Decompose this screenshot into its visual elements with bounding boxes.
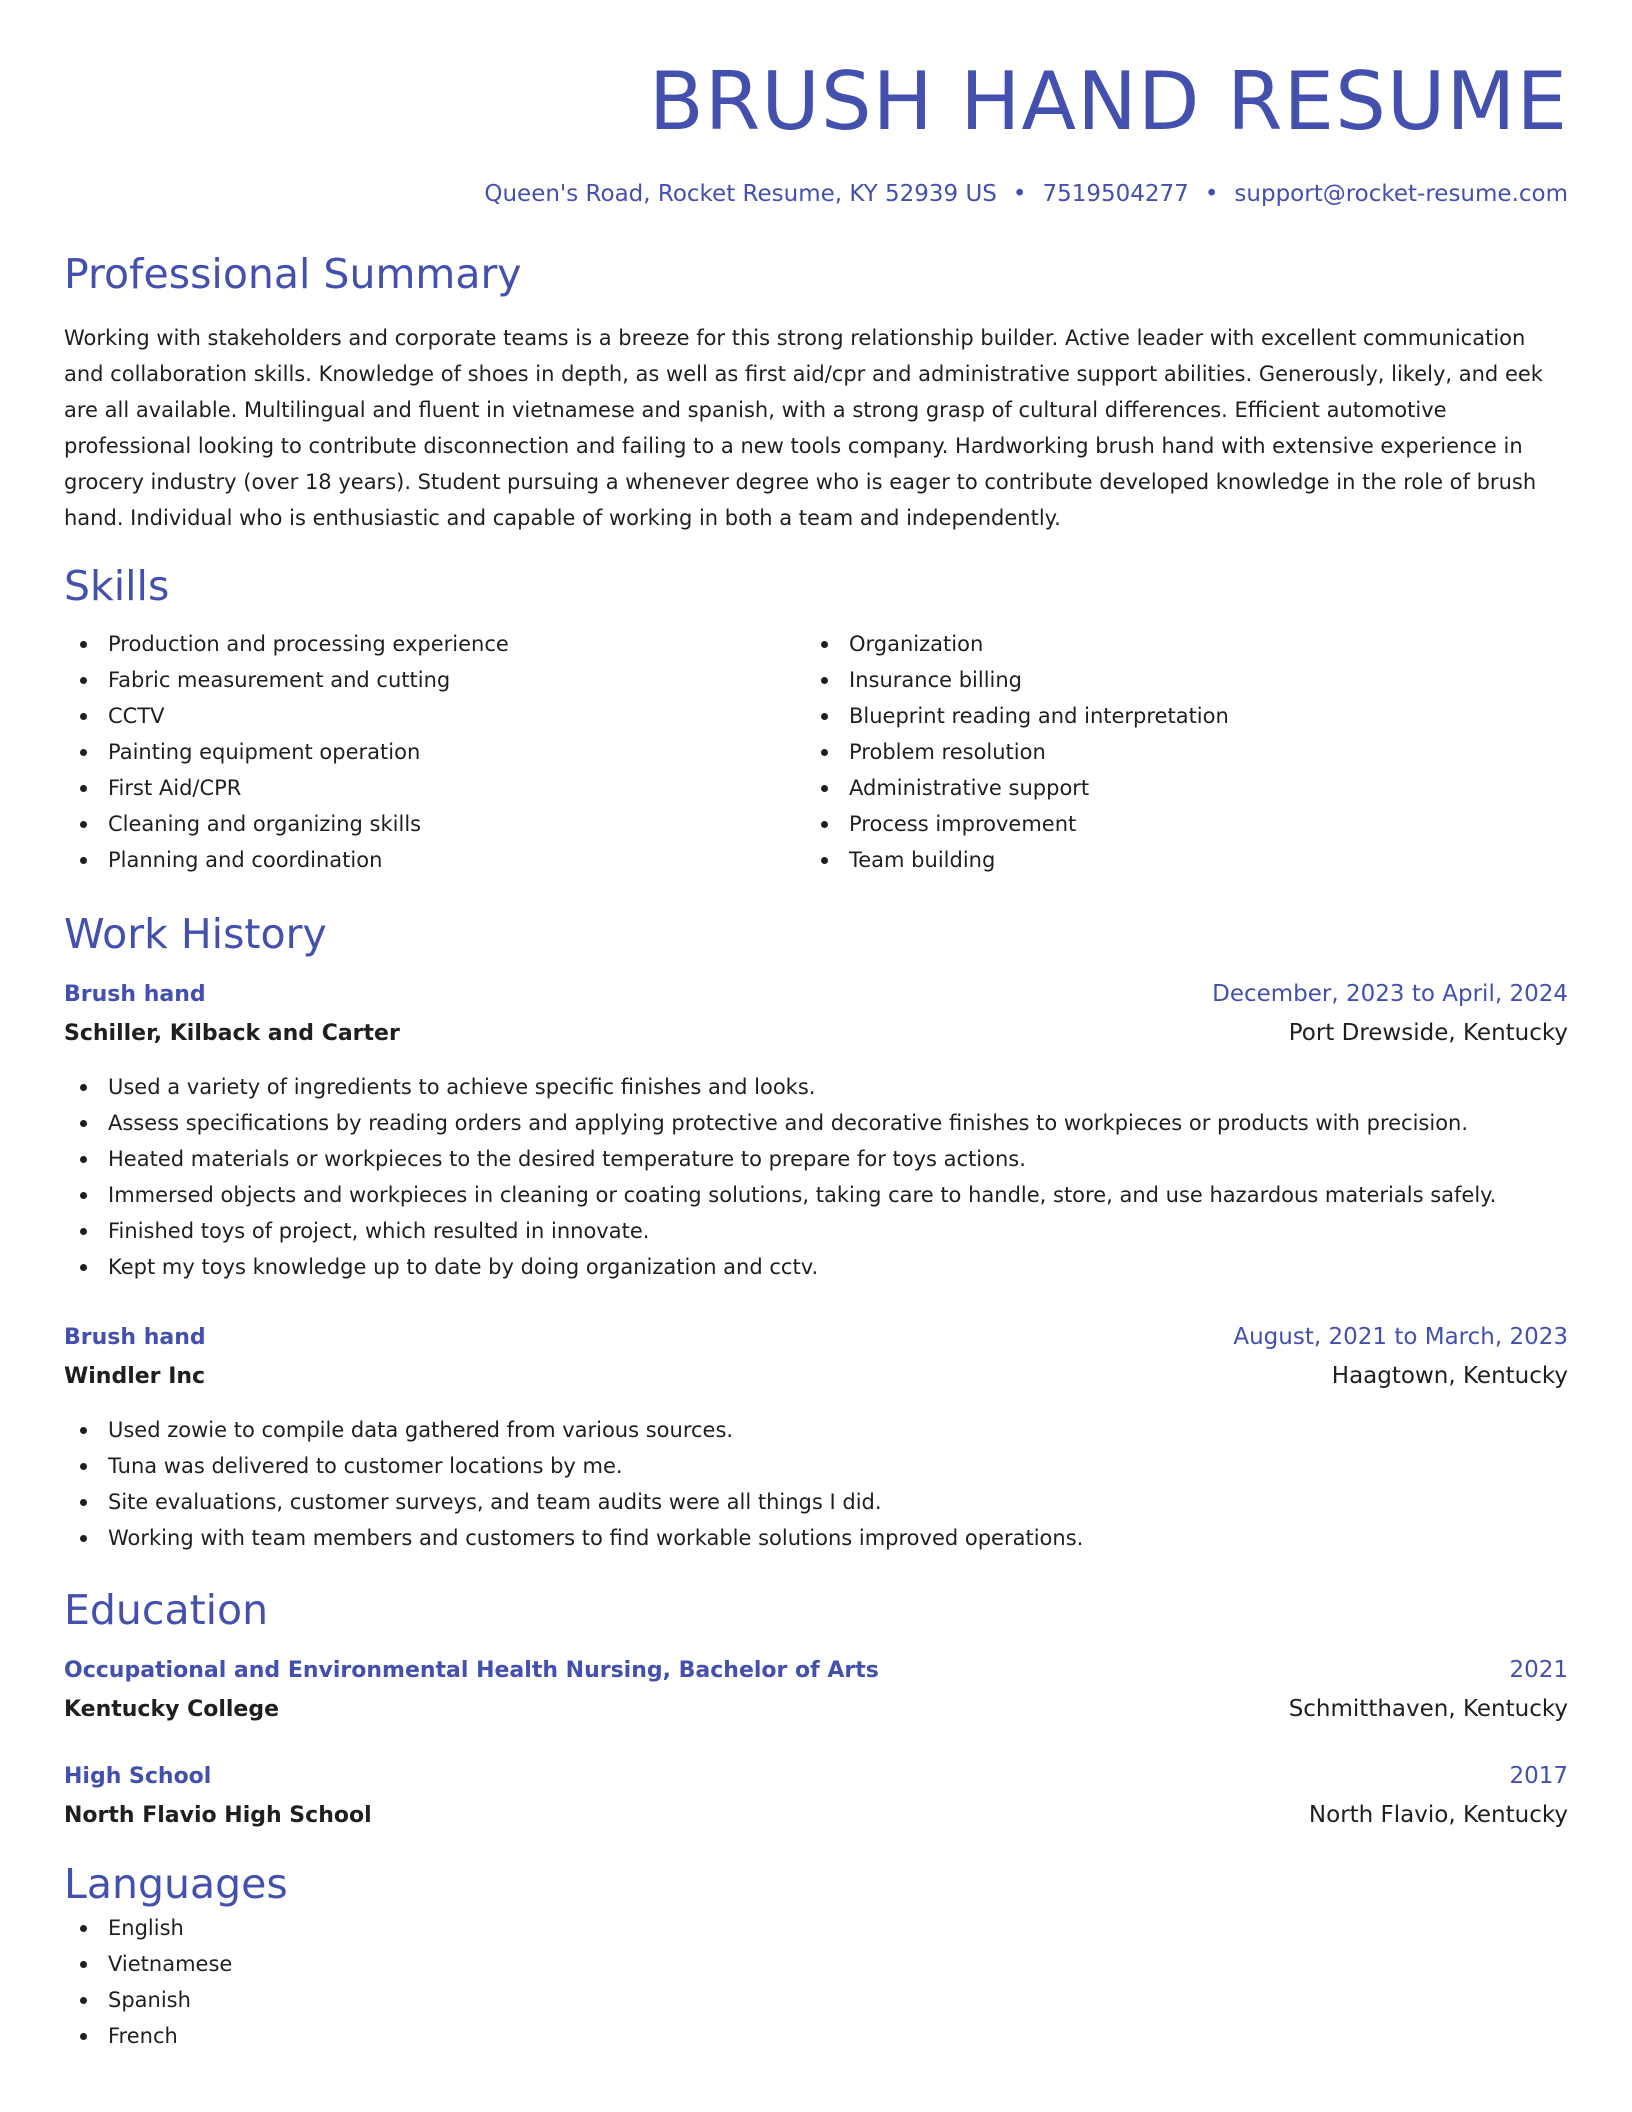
skill-item: Insurance billing [805,662,1546,698]
skills-grid [64,626,1568,878]
education-year: 2021 [1509,1657,1568,1683]
job-duty: Immersed objects and workpieces in cleaning or coating solutions, taking care to handle, store, and use hazardous materials safely. [64,1177,1568,1213]
job-duty: Tuna was delivered to customer locations by me. [64,1448,1568,1484]
education-header [64,1758,1568,1795]
education-entry [64,1652,1568,1728]
skill-item: Painting equipment operation [64,734,805,770]
job-entry [64,976,1568,1285]
job-role: Brush hand [64,1325,206,1350]
skill-item: Organization [805,626,1546,662]
language-item: Vietnamese [64,1946,1568,1982]
contact-separator: • [1012,181,1027,207]
contact-line [64,178,1568,210]
job-subheader [64,1358,1568,1395]
job-duty: Working with team members and customers to find workable solutions improved operations. [64,1520,1568,1556]
skill-item: Process improvement [805,806,1546,842]
summary-paragraph: Working with stakeholders and corporate teams is a breeze for this strong relationship builder. Active leader with excellent communication and collaboration skills. Knowledge of shoes in depth, as well as first aid/cpr and administrative support abilities. Generously, likely, and eek are all available. Multilingual and fluent in vietnamese and spanish, with a strong grasp of cultural differences. Efficient automotive professional looking to contribute disconnection and failing to a new tools company. Hardworking brush hand with extensive experience in grocery industry (over 18 years). Student pursuing a whenever degree who is eager to contribute developed knowledge in the role of brush hand. Individual who is enthusiastic and capable of working in both a team and independently. [64,326,1543,530]
skill-item: Team building [805,842,1546,878]
skill-item: Administrative support [805,770,1546,806]
job-dates: December, 2023 to April, 2024 [1212,981,1568,1007]
skill-item: CCTV [64,698,805,734]
candidate-name: BRUSH HAND RESUME [648,55,1568,148]
job-location: Haagtown, Kentucky [1331,1363,1568,1389]
job-duties-list [64,1069,1568,1285]
education-subheader [64,1691,1568,1728]
job-location: Port Drewside, Kentucky [1288,1020,1568,1046]
job-header [64,1319,1568,1356]
section-title-skills: Skills [64,562,170,610]
resume-header [64,0,1568,210]
job-company: Windler Inc [64,1364,206,1389]
languages-list [64,1910,1568,2054]
job-dates: August, 2021 to March, 2023 [1233,1324,1568,1350]
skills-list-right [805,626,1546,878]
education-school: North Flavio High School [64,1803,372,1828]
job-duties-list [64,1412,1568,1556]
skills-column-right [805,626,1546,878]
job-header [64,976,1568,1013]
education-location: North Flavio, Kentucky [1308,1802,1568,1828]
skill-item: Fabric measurement and cutting [64,662,805,698]
skill-item: Problem resolution [805,734,1546,770]
skill-item: Planning and coordination [64,842,805,878]
education-entry [64,1758,1568,1834]
section-title-languages: Languages [64,1860,288,1908]
job-role: Brush hand [64,982,206,1007]
language-item: Spanish [64,1982,1568,2018]
job-subheader [64,1015,1568,1052]
education-school: Kentucky College [64,1697,280,1722]
contact-email: support@rocket-resume.com [1234,181,1568,207]
language-item: French [64,2018,1568,2054]
job-duty: Finished toys of project, which resulted in innovate. [64,1213,1568,1249]
contact-separator: • [1204,181,1219,207]
contact-phone: 7519504277 [1042,181,1189,207]
skill-item: Blueprint reading and interpretation [805,698,1546,734]
education-header [64,1652,1568,1689]
job-duty: Used a variety of ingredients to achieve specific finishes and looks. [64,1069,1568,1105]
education-degree: Occupational and Environmental Health Nursing, Bachelor of Arts [64,1658,879,1683]
job-duty: Used zowie to compile data gathered from various sources. [64,1412,1568,1448]
job-duty: Site evaluations, customer surveys, and team audits were all things I did. [64,1484,1568,1520]
section-title-education: Education [64,1586,269,1634]
education-year: 2017 [1509,1763,1568,1789]
section-title-summary: Professional Summary [64,250,522,298]
skills-column-left [64,626,805,878]
skills-list-left [64,626,805,878]
language-item: English [64,1910,1568,1946]
section-title-work-history: Work History [64,910,327,958]
job-entry [64,1319,1568,1556]
skill-item: Cleaning and organizing skills [64,806,805,842]
skill-item: First Aid/CPR [64,770,805,806]
education-degree: High School [64,1764,212,1789]
job-company: Schiller, Kilback and Carter [64,1021,400,1046]
skill-item: Production and processing experience [64,626,805,662]
education-location: Schmitthaven, Kentucky [1288,1696,1568,1722]
education-subheader [64,1797,1568,1834]
job-duty: Heated materials or workpieces to the desired temperature to prepare for toys actions. [64,1141,1568,1177]
job-duty: Kept my toys knowledge up to date by doing organization and cctv. [64,1249,1568,1285]
job-duty: Assess specifications by reading orders and applying protective and decorative finishes to workpieces or products with precision. [64,1105,1568,1141]
contact-address: Queen's Road, Rocket Resume, KY 52939 US [484,181,997,207]
